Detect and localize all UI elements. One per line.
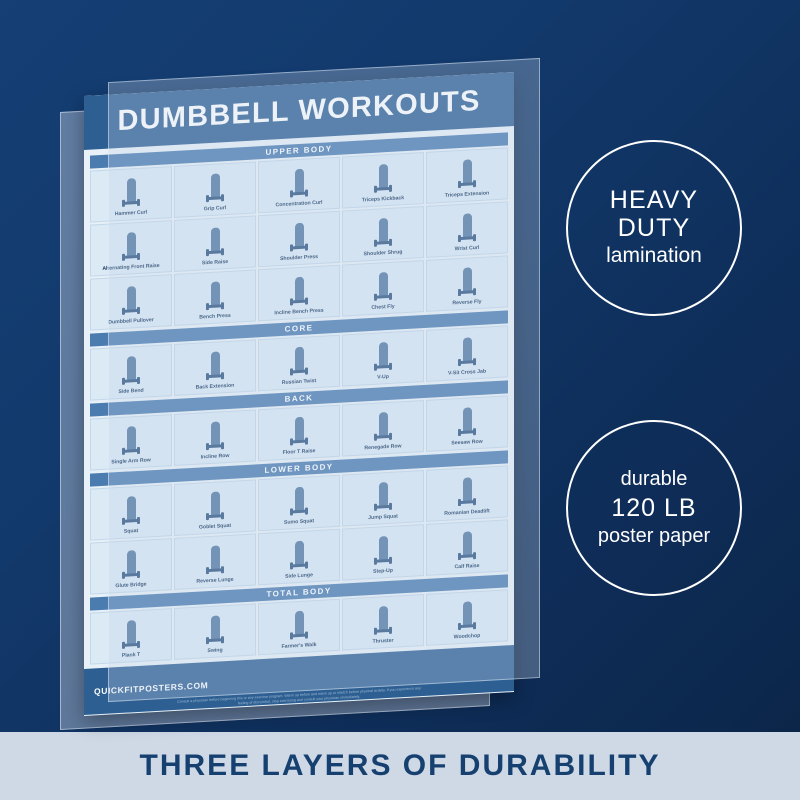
exercise-label: Glute Bridge [115, 581, 147, 589]
poster-stack [40, 30, 540, 730]
badge-heavy-duty-line2: DUTY [617, 214, 691, 243]
exercise-cell [90, 220, 172, 277]
exercise-cell [342, 400, 424, 457]
exercise-figure-icon [259, 340, 339, 378]
section-header-lower-body: LOWER BODY [90, 450, 508, 486]
exercise-figure-icon [91, 543, 171, 581]
brand-label: QUICKFITPOSTERS.COM [94, 680, 209, 697]
exercise-cell [90, 166, 172, 223]
exercise-figure-icon [91, 613, 171, 651]
exercise-label: Side Lunge [285, 571, 313, 580]
exercise-label: Romanian Deadlift [444, 507, 490, 517]
exercise-cell [90, 414, 172, 471]
exercise-figure-icon [259, 480, 339, 518]
exercise-label: Incline Bench Press [274, 307, 324, 316]
exercise-label: Seesaw Row [451, 438, 483, 447]
badge-heavy-duty-line1: HEAVY [609, 186, 699, 215]
exercise-label: Reverse Fly [452, 298, 482, 306]
exercise-label: Calf Raise [454, 562, 480, 570]
exercise-figure-icon [343, 599, 423, 637]
exercise-figure-icon [343, 529, 423, 567]
exercise-figure-icon [91, 489, 171, 527]
exercise-figure-icon [427, 260, 507, 298]
exercise-cell [426, 147, 508, 204]
exercise-figure-icon [91, 349, 171, 387]
exercise-label: Goblet Squat [198, 522, 232, 531]
exercise-figure-icon [259, 216, 339, 254]
badge-heavy-duty [566, 140, 742, 316]
exercise-cell [174, 603, 256, 660]
section-header-back: BACK [90, 380, 508, 416]
exercise-figure-icon [343, 405, 423, 443]
exercise-label: Single Arm Row [111, 456, 151, 466]
exercise-cell [426, 589, 508, 646]
exercise-label: Woodchop [453, 632, 481, 640]
bottom-banner [0, 732, 800, 800]
exercise-label: V-Up [377, 373, 389, 381]
exercise-figure-icon [427, 470, 507, 508]
exercise-cell [342, 594, 424, 651]
exercise-figure-icon [427, 594, 507, 632]
exercise-label: Bench Press [199, 312, 231, 321]
exercise-cell [174, 161, 256, 218]
exercise-cell [174, 215, 256, 272]
exercise-figure-icon [343, 265, 423, 303]
exercise-cell [258, 335, 340, 392]
exercise-figure-icon [175, 538, 255, 576]
exercise-figure-icon [175, 274, 255, 312]
exercise-label: Grip Curl [203, 204, 227, 212]
section-header-core: CORE [90, 310, 508, 346]
exercise-label: Alternating Front Raise [102, 262, 160, 272]
exercise-figure-icon [343, 157, 423, 195]
exercise-figure-icon [427, 330, 507, 368]
section-grid-upper-body [90, 147, 508, 330]
exercise-cell [90, 274, 172, 331]
exercise-label: Reverse Lunge [196, 576, 234, 585]
exercise-label: Russian Twist [281, 377, 317, 386]
exercise-cell [174, 269, 256, 326]
exercise-figure-icon [175, 344, 255, 382]
disclaimer-text: Consult a physician before beginning this or any exercise program. Warm up before and warm up or stretch before physical activity. If you experience any feeling of discomfort, stop exercising and consult your physician immediately. [177, 686, 421, 705]
exercise-label: Concentration Curl [275, 199, 323, 208]
exercise-cell [342, 260, 424, 317]
section-header-total-body: TOTAL BODY [90, 574, 508, 610]
exercise-cell [342, 524, 424, 581]
exercise-figure-icon [343, 335, 423, 373]
exercise-cell [342, 470, 424, 527]
exercise-cell [174, 533, 256, 590]
exercise-figure-icon [175, 608, 255, 646]
exercise-figure-icon [427, 524, 507, 562]
exercise-cell [174, 479, 256, 536]
exercise-figure-icon [175, 484, 255, 522]
exercise-cell [426, 201, 508, 258]
exercise-cell [342, 206, 424, 263]
dumbbell-workouts-poster [84, 72, 514, 716]
exercise-label: Triceps Kickback [361, 194, 405, 204]
exercise-label: Back Extension [195, 382, 235, 391]
exercise-figure-icon [91, 225, 171, 263]
exercise-cell [258, 599, 340, 656]
exercise-figure-icon [175, 166, 255, 204]
exercise-cell [426, 325, 508, 382]
exercise-figure-icon [259, 604, 339, 642]
section-grid-lower-body [90, 465, 508, 594]
exercise-cell [258, 405, 340, 462]
exercise-cell [258, 475, 340, 532]
exercise-label: Incline Row [200, 452, 230, 461]
exercise-label: Sumo Squat [283, 517, 315, 526]
exercise-figure-icon [91, 171, 171, 209]
exercise-label: Shoulder Press [279, 253, 319, 262]
exercise-cell [342, 330, 424, 387]
exercise-cell [90, 608, 172, 665]
badge-poster-paper-line1: durable [620, 468, 688, 490]
exercise-figure-icon [91, 419, 171, 457]
exercise-figure-icon [259, 534, 339, 572]
badge-heavy-duty-line3: lamination [606, 244, 702, 268]
exercise-label: Thruster [372, 637, 394, 645]
exercise-figure-icon [91, 279, 171, 317]
exercise-cell [342, 152, 424, 209]
exercise-cell [90, 484, 172, 541]
exercise-cell [90, 538, 172, 595]
exercise-label: Chest Fly [371, 303, 395, 311]
exercise-figure-icon [343, 211, 423, 249]
exercise-figure-icon [343, 475, 423, 513]
exercise-label: Swing [207, 646, 223, 654]
exercise-cell [174, 409, 256, 466]
exercise-label: V-Sit Cross Jab [447, 368, 487, 377]
exercise-figure-icon [175, 220, 255, 258]
section-header-upper-body: UPPER BODY [90, 132, 508, 168]
exercise-cell [426, 465, 508, 522]
poster-title: DUMBBELL WORKOUTS [117, 84, 481, 137]
exercise-label: Side Bend [118, 387, 144, 395]
exercise-label: Squat [123, 527, 139, 535]
exercise-cell [258, 157, 340, 214]
bottom-banner-text: THREE LAYERS OF DURABILITY [139, 749, 661, 782]
exercise-cell [90, 344, 172, 401]
exercise-cell [174, 339, 256, 396]
exercise-label: Farmer's Walk [281, 641, 317, 650]
exercise-label: Dumbbell Pullover [108, 316, 154, 326]
exercise-cell [258, 529, 340, 586]
exercise-figure-icon [175, 414, 255, 452]
exercise-label: Triceps Extension [444, 189, 490, 199]
exercise-label: Side Raise [201, 258, 229, 266]
exercise-cell [426, 255, 508, 312]
exercise-cell [258, 265, 340, 322]
exercise-cell [426, 395, 508, 452]
poster-exercise-sections [84, 126, 514, 665]
exercise-label: Shoulder Shrug [363, 248, 403, 257]
badge-poster-paper [566, 420, 742, 596]
exercise-label: Renegade Row [364, 442, 402, 451]
exercise-label: Step-Up [373, 567, 393, 575]
badge-poster-paper-line3: poster paper [597, 525, 711, 547]
exercise-figure-icon [427, 206, 507, 244]
exercise-label: Plank T [121, 651, 141, 659]
exercise-figure-icon [259, 270, 339, 308]
exercise-cell [426, 519, 508, 576]
exercise-label: Wrist Curl [454, 244, 480, 252]
exercise-label: Hammer Curl [114, 209, 148, 217]
exercise-figure-icon [427, 152, 507, 190]
exercise-cell [258, 211, 340, 268]
exercise-figure-icon [259, 410, 339, 448]
exercise-label: Floor T Raise [282, 447, 316, 456]
exercise-figure-icon [427, 400, 507, 438]
exercise-label: Jump Squat [368, 513, 398, 521]
exercise-figure-icon [259, 162, 339, 200]
badge-poster-paper-line2: 120 LB [611, 494, 697, 522]
